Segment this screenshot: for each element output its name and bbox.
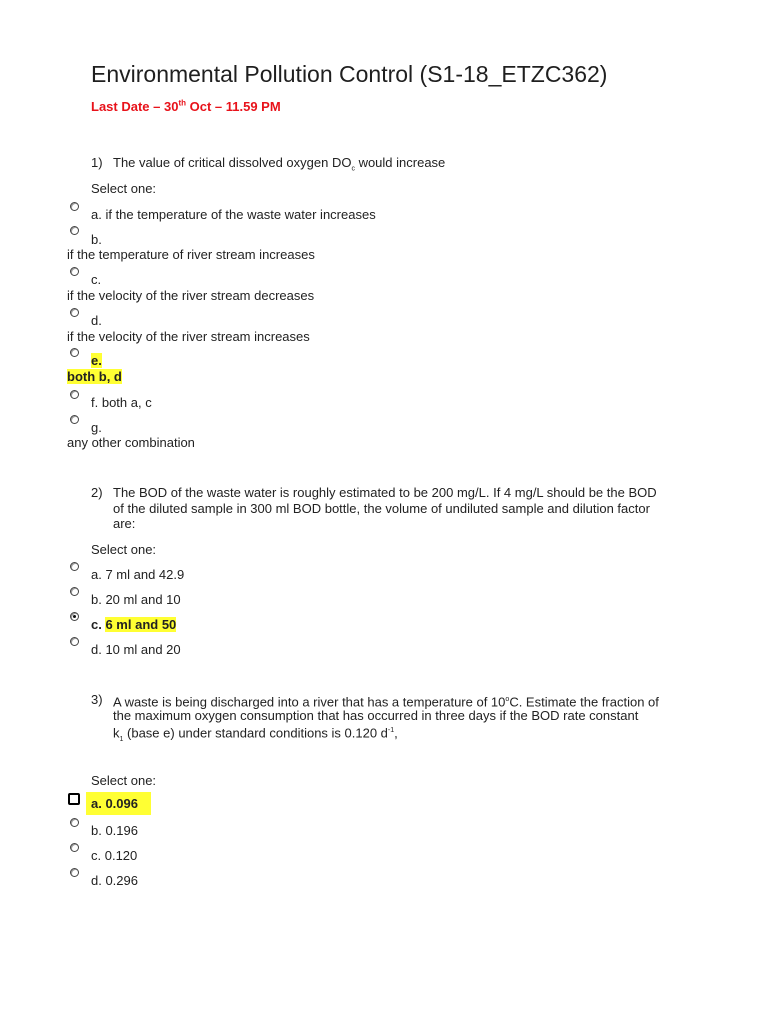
q3-text-line3 xyxy=(113,723,398,748)
q2-option-a[interactable]: a. 7 ml and 42.9 xyxy=(91,567,185,582)
q3-option-b[interactable]: b. 0.196 xyxy=(91,823,138,838)
q1-option-c-text[interactable]: if the velocity of the river stream decreases xyxy=(67,288,315,303)
q1-option-e-radio[interactable] xyxy=(70,348,79,357)
q3-option-d[interactable]: d. 0.296 xyxy=(91,873,138,888)
last-date-prefix: Last Date – 30 xyxy=(91,99,179,114)
q1-option-b-radio[interactable] xyxy=(70,226,79,235)
q3-option-a[interactable]: a. 0.096 xyxy=(86,792,151,815)
q1-option-f[interactable]: f. both a, c xyxy=(91,395,152,410)
q1-text-sub: c xyxy=(351,165,355,173)
q1-option-a[interactable]: a. if the temperature of the waste water increases xyxy=(91,207,376,222)
q1-option-g-text[interactable]: any other combination xyxy=(67,435,195,450)
q1-option-d-radio[interactable] xyxy=(70,308,79,317)
q2-option-b-radio[interactable] xyxy=(70,587,79,596)
q1-option-c-radio[interactable] xyxy=(70,267,79,276)
q3-text-line2: the maximum oxygen consumption that has occurred in three days if the BOD rate constant xyxy=(113,708,639,723)
q3-line3-c: , xyxy=(394,725,398,741)
q1-option-e-text-highlight: both b, d xyxy=(67,369,122,384)
q3-line3-sup: -1 xyxy=(387,727,395,734)
last-date xyxy=(91,99,281,114)
q2-text-line2: of the diluted sample in 300 ml BOD bottle, the volume of undiluted sample and dilution factor xyxy=(113,501,650,516)
q1-option-a-radio[interactable] xyxy=(70,202,79,211)
last-date-sup: th xyxy=(178,98,186,108)
q3-line3-a: k xyxy=(113,725,120,741)
q1-option-g-radio[interactable] xyxy=(70,415,79,424)
last-date-suffix: Oct – 11.59 PM xyxy=(186,99,281,114)
q2-text-line1: The BOD of the waste water is roughly estimated to be 200 mg/L. If 4 mg/L should be the BOD xyxy=(113,485,657,500)
q1-text xyxy=(113,155,445,178)
q3-select-label: Select one: xyxy=(91,773,157,788)
q2-option-b[interactable]: b. 20 ml and 10 xyxy=(91,592,181,607)
q3-line1-a: A waste is being discharged into a river that has a temperature of 10 xyxy=(113,694,506,710)
q2-option-d-radio[interactable] xyxy=(70,637,79,646)
q2-number: 2) xyxy=(91,485,103,500)
q1-option-d-text[interactable]: if the velocity of the river stream increases xyxy=(67,329,310,344)
q2-option-c-radio[interactable] xyxy=(70,612,79,621)
q1-option-b-text[interactable]: if the temperature of river stream increases xyxy=(67,247,315,262)
q3-line3-sub: 1 xyxy=(119,735,124,743)
q2-select-label: Select one: xyxy=(91,542,157,557)
q2-option-c[interactable] xyxy=(91,617,176,632)
q1-option-f-radio[interactable] xyxy=(70,390,79,399)
q1-option-e-letter[interactable] xyxy=(91,353,102,368)
q1-option-c-letter[interactable]: c. xyxy=(91,272,102,287)
q1-text-a: The value of critical dissolved oxygen DO xyxy=(113,155,352,170)
q1-select-label: Select one: xyxy=(91,181,157,196)
q2-text-line3: are: xyxy=(113,516,136,531)
q3-option-a-radio[interactable] xyxy=(68,793,80,805)
q1-option-b-letter[interactable]: b. xyxy=(91,232,102,247)
q1-option-e-text[interactable] xyxy=(67,369,122,384)
q1-option-e-letter-highlight: e. xyxy=(91,353,102,368)
q3-number: 3) xyxy=(91,692,103,707)
q1-option-g-letter[interactable]: g. xyxy=(91,420,102,435)
q3-option-c[interactable]: c. 0.120 xyxy=(91,848,138,863)
document-title: Environmental Pollution Control (S1-18_ETZC362) xyxy=(91,61,608,87)
q2-option-c-label: 6 ml and 50 xyxy=(105,617,177,632)
q3-option-d-radio[interactable] xyxy=(70,868,79,877)
q1-text-b: would increase xyxy=(354,155,446,170)
q1-option-d-letter[interactable]: d. xyxy=(91,313,102,328)
q3-option-c-radio[interactable] xyxy=(70,843,79,852)
q2-option-a-radio[interactable] xyxy=(70,562,79,571)
q2-option-c-prefix: c. xyxy=(91,617,106,632)
q2-option-d[interactable]: d. 10 ml and 20 xyxy=(91,642,181,657)
q3-line3-b: (base e) under standard conditions is 0.120 d xyxy=(123,725,388,741)
q3-option-b-radio[interactable] xyxy=(70,818,79,827)
q1-number: 1) xyxy=(91,155,103,170)
q3-line1-b: C. Estimate the fraction of xyxy=(509,694,659,710)
q3-line1-sup: o xyxy=(505,696,510,703)
